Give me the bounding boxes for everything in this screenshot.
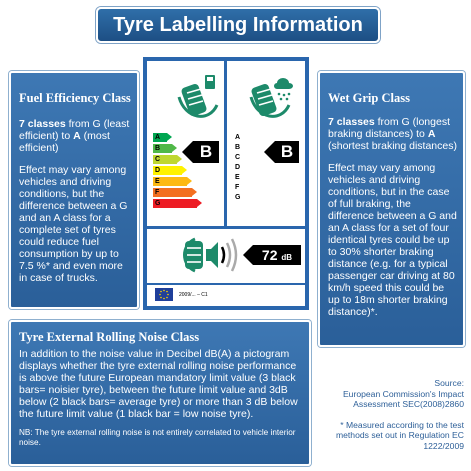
wet-letter-g: G [235, 194, 241, 201]
wet-letter-b: B [235, 144, 241, 151]
fuel-bar-e: E [153, 177, 187, 186]
wet-letter-e: E [235, 174, 240, 181]
fuel-heading: Fuel Efficiency Class [19, 91, 131, 105]
fuel-tyre-icon [175, 73, 221, 125]
noise-tyre-icon [173, 235, 239, 275]
label-footer: 2009/... – C1 [179, 292, 208, 298]
fuel-bar-f: F [153, 188, 192, 197]
eu-flag-icon [155, 288, 173, 301]
wet-classes-text: 7 classes from G (longest braking distances) to A (shortest braking distances) [328, 116, 457, 152]
noise-nb-text: NB: The tyre external rolling noise is not entirely correlated to vehicle interior noise. [19, 428, 296, 447]
wet-effect-text: Effect may vary among vehicles and driving conditions, but in the case of full braking, the difference between a G and an A class for a set of four identical tyres could be up to 30% shorter braking distance (e.g. for a typical passenger car driving at 80 km/h speed this could be up to 18m shorter braking distance)*. [328, 162, 457, 318]
wet-letter-d: D [235, 164, 241, 171]
fuel-bar-b: B [153, 144, 172, 153]
fuel-effect-text: Effect may vary among vehicles and driving conditions, but the difference between a G and an A class for a complete set of tyres could reduce fuel consumption by up to 7.5 %* and even more in case of trucks. [19, 164, 128, 284]
fuel-bar-d: D [153, 166, 182, 175]
fuel-efficiency-panel [9, 71, 139, 309]
wet-heading: Wet Grip Class [328, 91, 410, 105]
source-label: Source: [434, 378, 464, 388]
source-reference: European Commission's Impact Assessment SEC(2008)2860 [342, 388, 464, 409]
noise-heading: Tyre External Rolling Noise Class [19, 330, 200, 344]
source-note [318, 378, 464, 451]
measurement-footnote: * Measured according to the test methods set out in Regulation EC 1222/2009 [335, 419, 464, 451]
wet-letter-c: C [235, 154, 241, 161]
wet-class-letters [235, 133, 240, 203]
fuel-bar-a: A [153, 133, 167, 142]
wet-grip-panel [318, 71, 465, 347]
page-title: Tyre Labelling Information [96, 7, 380, 43]
noise-panel [9, 320, 311, 466]
noise-value-arrow: 72 dB [253, 245, 301, 265]
fuel-classes-text: 7 classes from G (least efficient) to A (most efficient) [19, 118, 130, 154]
wet-letter-a: A [235, 134, 241, 141]
fuel-bar-c: C [153, 155, 177, 164]
wet-rating-arrow: B [275, 141, 299, 163]
fuel-bar-g: G [153, 199, 197, 208]
wet-letter-f: F [235, 184, 240, 191]
wet-grip-tyre-icon [247, 73, 297, 125]
noise-text: In addition to the noise value in Decibel dB(A) a pictogram displays whether the tyre external rolling noise performance is above the future European mandatory limit value (3 black bars= noisier tyre), between the future limit value and 3dB below (2 black bars= average tyre) or more than 3 dB below the future limit value (1 black bar = low noise tyre). [19, 348, 298, 420]
tyre-label [143, 57, 309, 310]
fuel-rating-arrow: B [193, 141, 219, 163]
